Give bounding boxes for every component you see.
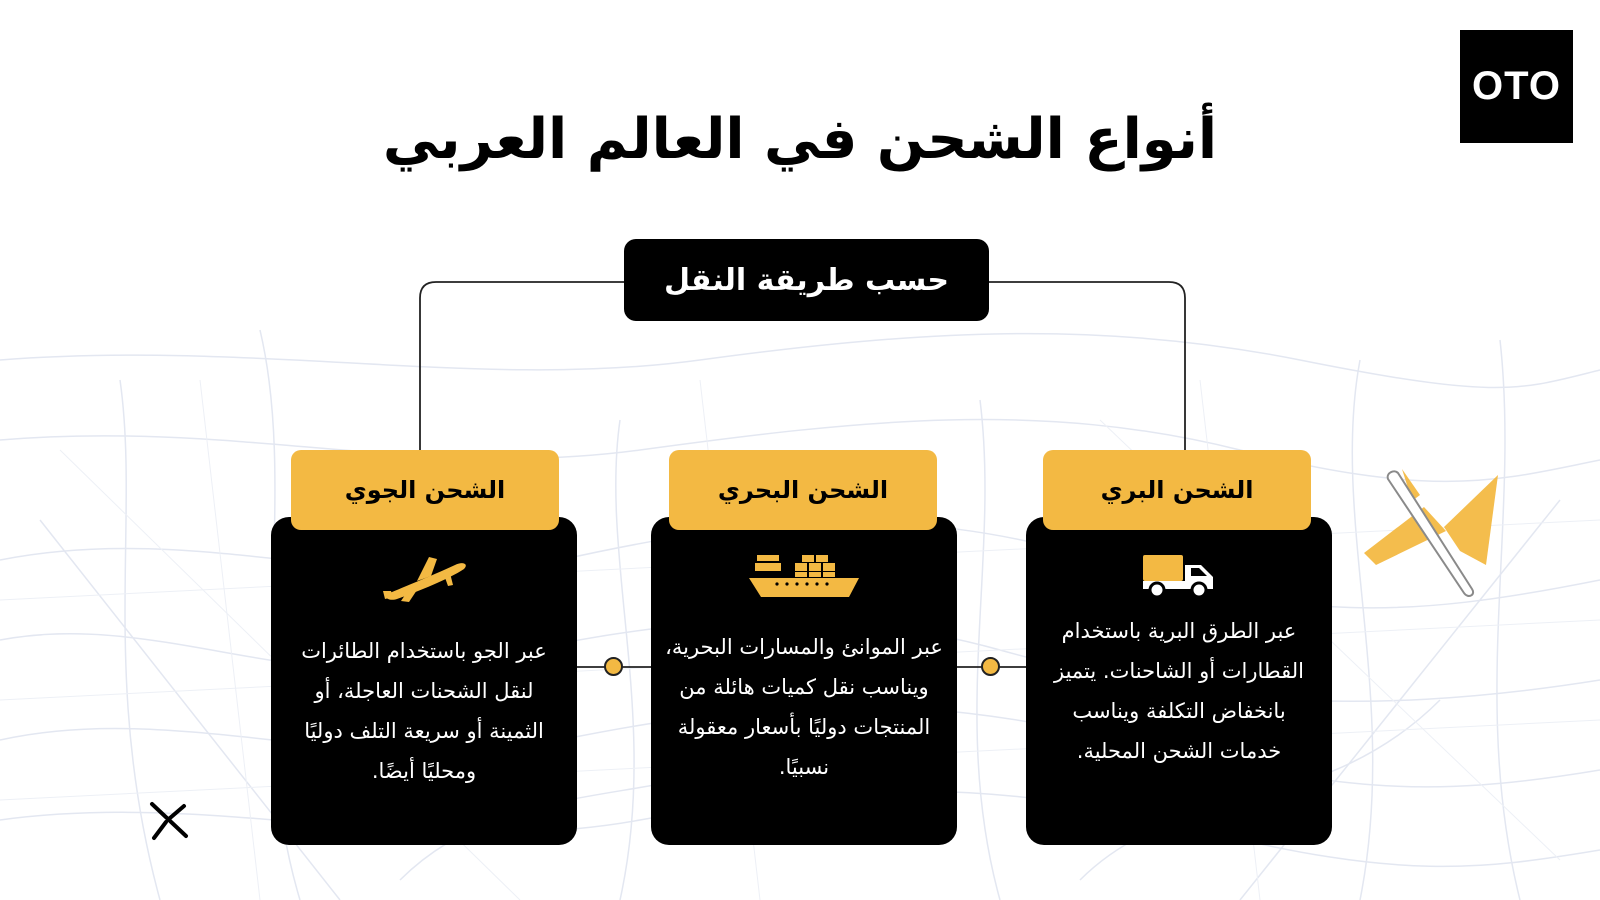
connector-dot — [981, 657, 1000, 676]
transport-method-box: حسب طريقة النقل — [624, 239, 989, 321]
logo-text: OTO — [1472, 64, 1561, 108]
decorative-airplane-icon — [1360, 465, 1510, 605]
card-land — [1026, 517, 1332, 845]
card-description-land: عبر الطرق البرية باستخدام القطارات أو الشاحنات. يتميز بانخفاض التكلفة ويناسب خدمات الشحن المحلية. — [1053, 619, 1304, 763]
card-title-land: الشحن البري — [1043, 450, 1311, 530]
card-sea — [651, 517, 957, 845]
card-title-sea: الشحن البحري — [669, 450, 937, 530]
page-title: أنواع الشحن في العالم العربي — [382, 107, 1218, 172]
cargo-ship-icon — [747, 551, 861, 601]
card-description-sea: عبر الموانئ والمسارات البحرية، ويناسب نقل كميات هائلة من المنتجات دوليًا بأسعار معقولة نسبيًا. — [665, 635, 943, 779]
card-description-air: عبر الجو باستخدام الطائرات لنقل الشحنات العاجلة، أو الثمينة أو سريعة التلف دوليًا ومحليًا أيضًا. — [301, 639, 547, 783]
truck-icon — [1141, 553, 1217, 599]
card-air — [271, 517, 577, 845]
card-title-air: الشحن الجوي — [291, 450, 559, 530]
small-airplane-icon — [146, 800, 190, 842]
airplane-icon — [379, 555, 469, 605]
connector-dot — [604, 657, 623, 676]
